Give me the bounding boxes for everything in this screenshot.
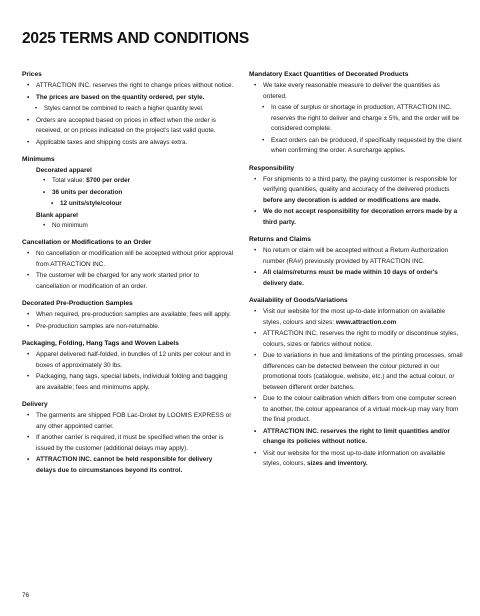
section-heading: Decorated Pre-Production Samples xyxy=(22,300,133,307)
list-item: • The customer will be charged for any work started prior to cancellation or modification of an order. xyxy=(22,271,234,292)
section-returns xyxy=(249,235,463,289)
total-value-label: Total value: xyxy=(52,177,87,184)
list-item: • No return or claim will be accepted without a Return Authorization number (RA#) previously provided by ATTRACTION INC. xyxy=(249,246,463,267)
section-heading: Cancellation or Modifications to an Order xyxy=(22,239,152,246)
list-item: • We do not accept responsibility for decoration errors made by a third party. xyxy=(249,207,463,228)
page-number: 76 xyxy=(22,592,30,599)
section-responsibility xyxy=(249,164,463,229)
section-heading: Minimums xyxy=(22,156,55,163)
section-heading: Mandatory Exact Quantities of Decorated Products xyxy=(249,71,409,78)
bullet-list xyxy=(249,307,463,470)
bullet-list xyxy=(22,249,234,292)
sub-heading-decorated: Decorated apparel xyxy=(36,167,92,174)
bullet-list xyxy=(249,175,463,229)
bullet-list xyxy=(22,310,234,332)
item-text-bold: before any decoration is added or modifications are made. xyxy=(263,196,441,204)
list-item: • If another carrier is required, it must be specified when the order is issued by the customer (additional delays may apply). xyxy=(22,433,234,454)
section-minimums xyxy=(22,155,234,231)
list-item: • The prices are based on the quantity ordered, per style. xyxy=(22,93,234,104)
section-samples xyxy=(22,299,234,332)
section-heading: Responsibility xyxy=(249,164,295,172)
list-item: • The garments are shipped FOB Lac-Drolet by LOOMIS EXPRESS or any other appointed carrier. xyxy=(22,411,234,432)
section-cancellation xyxy=(22,238,234,292)
section-heading: Prices xyxy=(22,71,42,78)
item-text: For shipments to a third party, the paying customer is responsible for verifying quantities, quality and accuracy of the delivered products xyxy=(263,175,457,193)
list-item xyxy=(22,176,234,187)
list-item: • Orders are accepted based on prices in effect when the order is received, or on prices indicated on the project's last valid quote. xyxy=(22,116,234,137)
list-item: • Exact orders can be produced, if specifically requested by the client when confirming the order. A surcharge applies. xyxy=(249,136,463,157)
section-prices xyxy=(22,70,234,148)
section-availability xyxy=(249,296,463,470)
list-item: • No minimum xyxy=(22,221,234,232)
list-item: • ATTRACTION INC. cannot be held responsible for delivery delays due to circumstances beyond its control. xyxy=(22,455,234,476)
item-text-bold: sizes and inventory. xyxy=(307,460,368,467)
list-item: • Packaging, hang tags, special labels, individual folding and bagging are available; fees and minimums apply. xyxy=(22,372,234,393)
website-link: www.attraction.com xyxy=(335,318,397,326)
list-item: • ATTRACTION INC. reserves the right to modify or discontinue styles, colours, sizes or fabrics without notice. xyxy=(249,329,463,350)
section-packaging xyxy=(22,339,234,393)
bullet-list xyxy=(249,246,463,289)
bullet-list xyxy=(22,176,234,210)
sub-heading-blank: Blank apparel xyxy=(36,211,78,219)
list-item xyxy=(249,307,463,328)
section-heading: Delivery xyxy=(22,401,48,408)
list-item: • Styles cannot be combined to reach a higher quantity level. xyxy=(22,104,234,115)
section-mandatory-quantities xyxy=(249,70,463,157)
page-title: 2025 TERMS AND CONDITIONS xyxy=(22,30,249,47)
list-item: • When required, pre-production samples are available; fees will apply. xyxy=(22,310,234,321)
bullet-list xyxy=(22,350,234,393)
list-item: • Pre-production samples are non-returnable. xyxy=(22,322,234,333)
list-item: • 36 units per decoration xyxy=(22,188,234,199)
list-item: • Apparel delivered half-folded, in bundles of 12 units per colour and in boxes of approximately 30 lbs. xyxy=(22,350,234,371)
list-item: • No cancellation or modification will be accepted without prior approval from ATTRACTION INC. xyxy=(22,249,234,270)
left-column xyxy=(22,70,234,483)
section-heading: Packaging, Folding, Hang Tags and Woven Labels xyxy=(22,340,179,347)
total-value-amount: $700 per order xyxy=(86,177,131,184)
item-text: Visit our website for the most up-to-date information on available styles, colours, xyxy=(263,449,446,467)
section-delivery xyxy=(22,400,234,476)
list-item: • In case of surplus or shortage in production, ATTRACTION INC. reserves the right to deliver and charge ± 5%, and the order will be considered complete. xyxy=(249,103,463,135)
list-item: • Applicable taxes and shipping costs are always extra. xyxy=(22,138,234,149)
list-item xyxy=(249,449,463,470)
bullet-list xyxy=(249,81,463,157)
bullet-list xyxy=(22,81,234,148)
list-item xyxy=(249,175,463,207)
section-heading: Availability of Goods/Variations xyxy=(249,297,348,304)
bullet-list xyxy=(22,411,234,476)
list-item: • All claims/returns must be made within 10 days of order's delivery date. xyxy=(249,268,463,289)
section-heading: Returns and Claims xyxy=(249,236,311,243)
right-column xyxy=(249,70,463,477)
list-item: • Due to the colour calibration which differs from one computer screen to another, the colour appearance of a virtual mock-up may vary from the final product. xyxy=(249,394,463,426)
list-item: • Due to variations in hue and limitations of the printing processes, small differences can be detected between the colour pictured in our promotional tools (catalogue, website, etc.) and the actual colour, or between different order batches. xyxy=(249,351,463,393)
list-item: • ATTRACTION INC. reserves the right to change prices without notice. xyxy=(22,81,234,92)
list-item: • We take every reasonable measure to deliver the quantities as ordered. xyxy=(249,81,463,102)
item-text: Visit our website for the most up-to-date information on available styles, colours and sizes: xyxy=(263,308,446,326)
bullet-list xyxy=(22,221,234,232)
list-item: • ATTRACTION INC. reserves the right to limit quantities and/or change its policies without notice. xyxy=(249,427,463,448)
list-item: • 12 units/style/colour xyxy=(22,199,234,210)
